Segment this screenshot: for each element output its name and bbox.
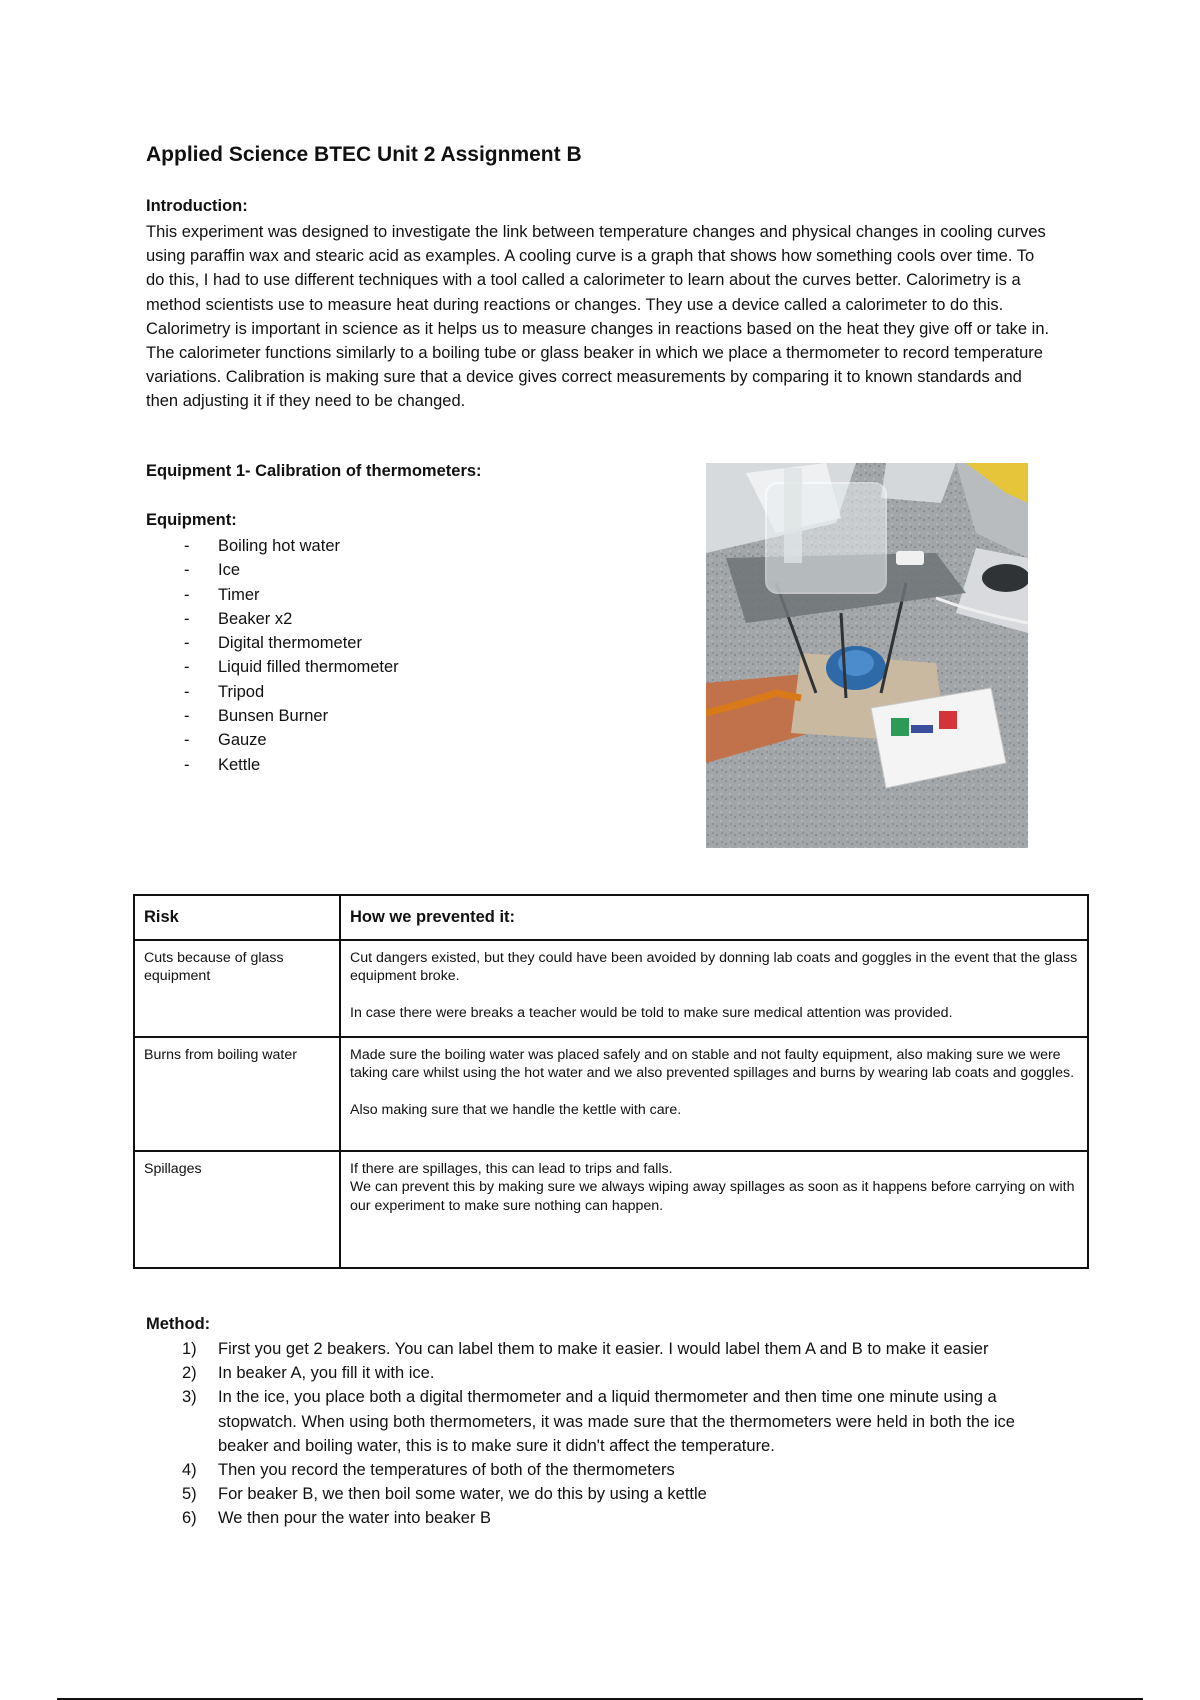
step-number: 1)	[182, 1340, 197, 1358]
prevention-text: Cut dangers existed, but they could have been avoided by donning lab coats and goggles in the event that the glass equipment broke.	[350, 950, 1078, 985]
method-step	[146, 1482, 1046, 1506]
equipment-item: - Beaker x2	[146, 607, 399, 631]
table-row	[134, 940, 1088, 1037]
prevention-text: If there are spillages, this can lead to trips and falls.	[350, 1161, 673, 1177]
step-text: In the ice, you place both a digital thermometer and a liquid thermometer and then time one minute using a stopwatch. When using both thermometers, it was made sure that the thermometers were held in both the ice beaker and boiling water, this is to make sure it didn't affect the temperature.	[218, 1388, 1015, 1455]
risk-cell: Cuts because of glass equipment	[134, 940, 340, 1037]
table-row	[134, 1037, 1088, 1151]
step-number: 4)	[182, 1461, 197, 1480]
prevention-cell	[340, 1037, 1088, 1151]
prevention-cell	[340, 1151, 1088, 1268]
equipment-item: - Timer	[146, 583, 399, 607]
step-number: 5)	[182, 1485, 197, 1504]
equipment-item: - Bunsen Burner	[146, 704, 399, 728]
risk-column-header: Risk	[134, 895, 340, 940]
table-row	[134, 1151, 1088, 1268]
prevention-text: Made sure the boiling water was placed safely and on stable and not faulty equipment, also making sure we were taking care whilst using the hot water and we also prevented spillages and burns by wearing lab coats and goggles.	[350, 1047, 1075, 1082]
risk-cell: Burns from boiling water	[134, 1037, 340, 1151]
equipment-item: - Liquid filled thermometer	[146, 655, 399, 679]
step-text: For beaker B, we then boil some water, we do this by using a kettle	[218, 1485, 707, 1504]
experiment-photo	[706, 463, 1028, 848]
equipment-item: - Digital thermometer	[146, 631, 399, 655]
step-number: 6)	[182, 1509, 197, 1528]
prevention-text: Also making sure that we handle the kettle with care.	[350, 1101, 682, 1118]
step-number: 2)	[182, 1364, 197, 1383]
prevention-cell	[340, 940, 1088, 1037]
step-text: First you get 2 beakers. You can label them to make it easier. I would label them A and B to make it easier	[218, 1340, 989, 1358]
method-list	[146, 1337, 1046, 1531]
equipment-item: - Boiling hot water	[146, 534, 399, 558]
equipment-section-heading: Equipment 1- Calibration of thermometers:	[146, 462, 482, 480]
prevention-text: We can prevent this by making sure we always wiping away spillages as soon as it happens before carrying on with our experiment to make sure nothing can happen.	[350, 1179, 1075, 1214]
equipment-item: - Tripod	[146, 680, 399, 704]
method-heading: Method:	[146, 1315, 211, 1333]
introduction-heading: Introduction:	[146, 197, 248, 215]
prevention-column-header: How we prevented it:	[340, 895, 1088, 940]
risk-table	[133, 894, 1089, 1269]
prevention-text: In case there were breaks a teacher would be told to make sure medical attention was provided.	[350, 1004, 953, 1021]
risk-cell: Spillages	[134, 1151, 340, 1268]
table-header-row	[134, 895, 1088, 940]
equipment-list	[146, 534, 399, 777]
equipment-item: - Gauze	[146, 728, 399, 752]
step-text: In beaker A, you fill it with ice.	[218, 1364, 435, 1383]
method-step	[146, 1337, 1046, 1361]
step-text: We then pour the water into beaker B	[218, 1509, 492, 1528]
equipment-item: - Kettle	[146, 753, 399, 777]
method-step	[146, 1506, 1046, 1530]
step-number: 3)	[182, 1388, 197, 1407]
method-step	[146, 1361, 1046, 1385]
page-title: Applied Science BTEC Unit 2 Assignment B	[146, 143, 582, 166]
step-text: Then you record the temperatures of both of the thermometers	[218, 1461, 675, 1480]
introduction-body: This experiment was designed to investigate the link between temperature changes and physical changes in cooling curves using paraffin wax and stearic acid as examples. A cooling curve is a graph that shows how something cools over time. To do this, I had to use different techniques with a tool called a calorimeter to learn about the curves better. Calorimetry is a method scientists use to measure heat during reactions or changes. They use a device called a calorimeter to do this. Calorimetry is important in science as it helps us to measure changes in reactions based on the heat they give off or take in. The calorimeter functions similarly to a boiling tube or glass beaker in which we place a thermometer to record temperature variations. Calibration is making sure that a device gives correct measurements by comparing it to known standards and then adjusting it if they need to be changed.	[146, 223, 1050, 411]
equipment-list-heading: Equipment:	[146, 511, 237, 529]
method-step	[146, 1385, 1046, 1458]
equipment-item: - Ice	[146, 558, 399, 582]
method-step	[146, 1458, 1046, 1482]
